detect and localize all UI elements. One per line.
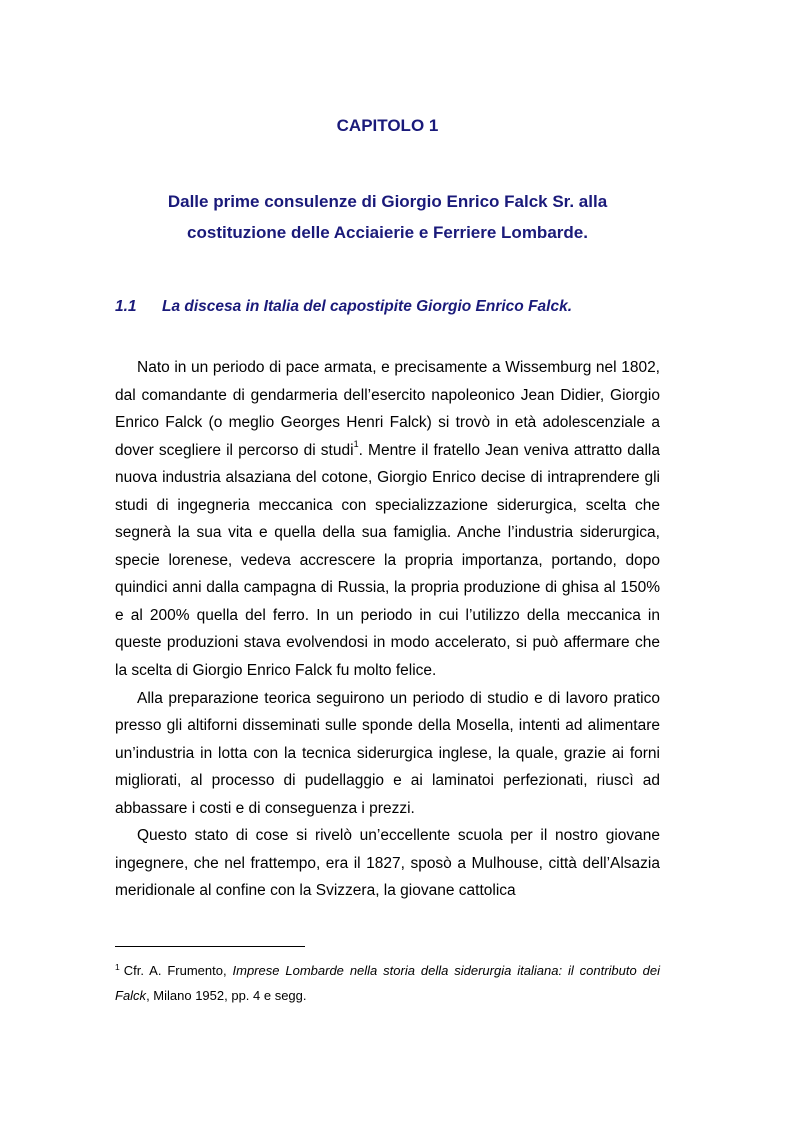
paragraph: Alla preparazione teorica seguirono un periodo di studio e di lavoro pratico presso gli altiforni disseminati sulle sponde della Mosella, intenti ad alimentare un’industria in lotta con la tecnica siderurgica inglese, la quale, grazie ai forni migliorati, al processo di pudellaggio e ai laminatoi perfezionati, riuscì ad abbassare i costi e di conseguenza i prezzi.	[115, 689, 660, 817]
footnote-mark: 1	[115, 962, 120, 972]
footnote	[115, 959, 660, 1007]
chapter-title	[115, 186, 660, 248]
footnote-cited-title: Imprese Lombarde nella storia della siderurgia italiana: il contributo dei Falck	[115, 963, 660, 1003]
chapter-label: CAPITOLO 1	[336, 116, 439, 135]
section-title: La discesa in Italia del capostipite Giorgio Enrico Falck.	[162, 298, 573, 315]
footnote-separator	[115, 946, 305, 947]
section-heading	[115, 296, 660, 318]
paragraph-text: . Mentre il fratello Jean veniva attratto dalla nuova industria alsaziana del cotone, Giorgio Enrico decise di intraprendere gli studi di ingegneria meccanica con specializzazione siderurgica, scelta che segnerà la sua vita e quella della sua famiglia. Anche l’industria siderurgica, specie lorenese, vedeva accrescere la propria importanza, portando, dopo quindici anni dalla campagna di Russia, la propria produzione di ghisa al 150% e al 200% quella del ferro. In un periodo in cui l’utilizzo della meccanica in queste produzioni stava evolvendosi in modo accelerato, si può affermare che la scelta di Giorgio Enrico Falck fu molto felice.	[115, 441, 660, 680]
section-number: 1.1	[115, 298, 137, 315]
paragraph: Questo stato di cose si rivelò un’eccellente scuola per il nostro giovane ingegnere, che nel frattempo, era il 1827, sposò a Mulhouse, città dell’Alsazia meridionale al confine con la Svizzera, la giovane cattolica	[115, 827, 660, 900]
paragraph-text: Nato in un periodo di pace armata, e precisamente a Wissemburg nel 1802, dal comandante di gendarmeria dell’esercito napoleonico Jean Didier, Giorgio Enrico Falck (o meglio Georges Henri Falck) si trovò in età adolescenziale a dover scegliere il percorso di studi	[115, 359, 660, 459]
footnote-prefix: Cfr. A. Frumento,	[123, 963, 233, 978]
chapter-title-line-1: Dalle prime consulenze di Giorgio Enrico Falck Sr. alla	[167, 192, 608, 211]
body-text	[115, 354, 660, 905]
chapter-title-line-2: costituzione delle Acciaierie e Ferriere Lombarde.	[187, 223, 588, 242]
paragraph	[115, 354, 660, 685]
footnote-reference[interactable]: 1	[353, 439, 359, 450]
footnote-suffix: , Milano 1952, pp. 4 e segg.	[146, 988, 307, 1003]
